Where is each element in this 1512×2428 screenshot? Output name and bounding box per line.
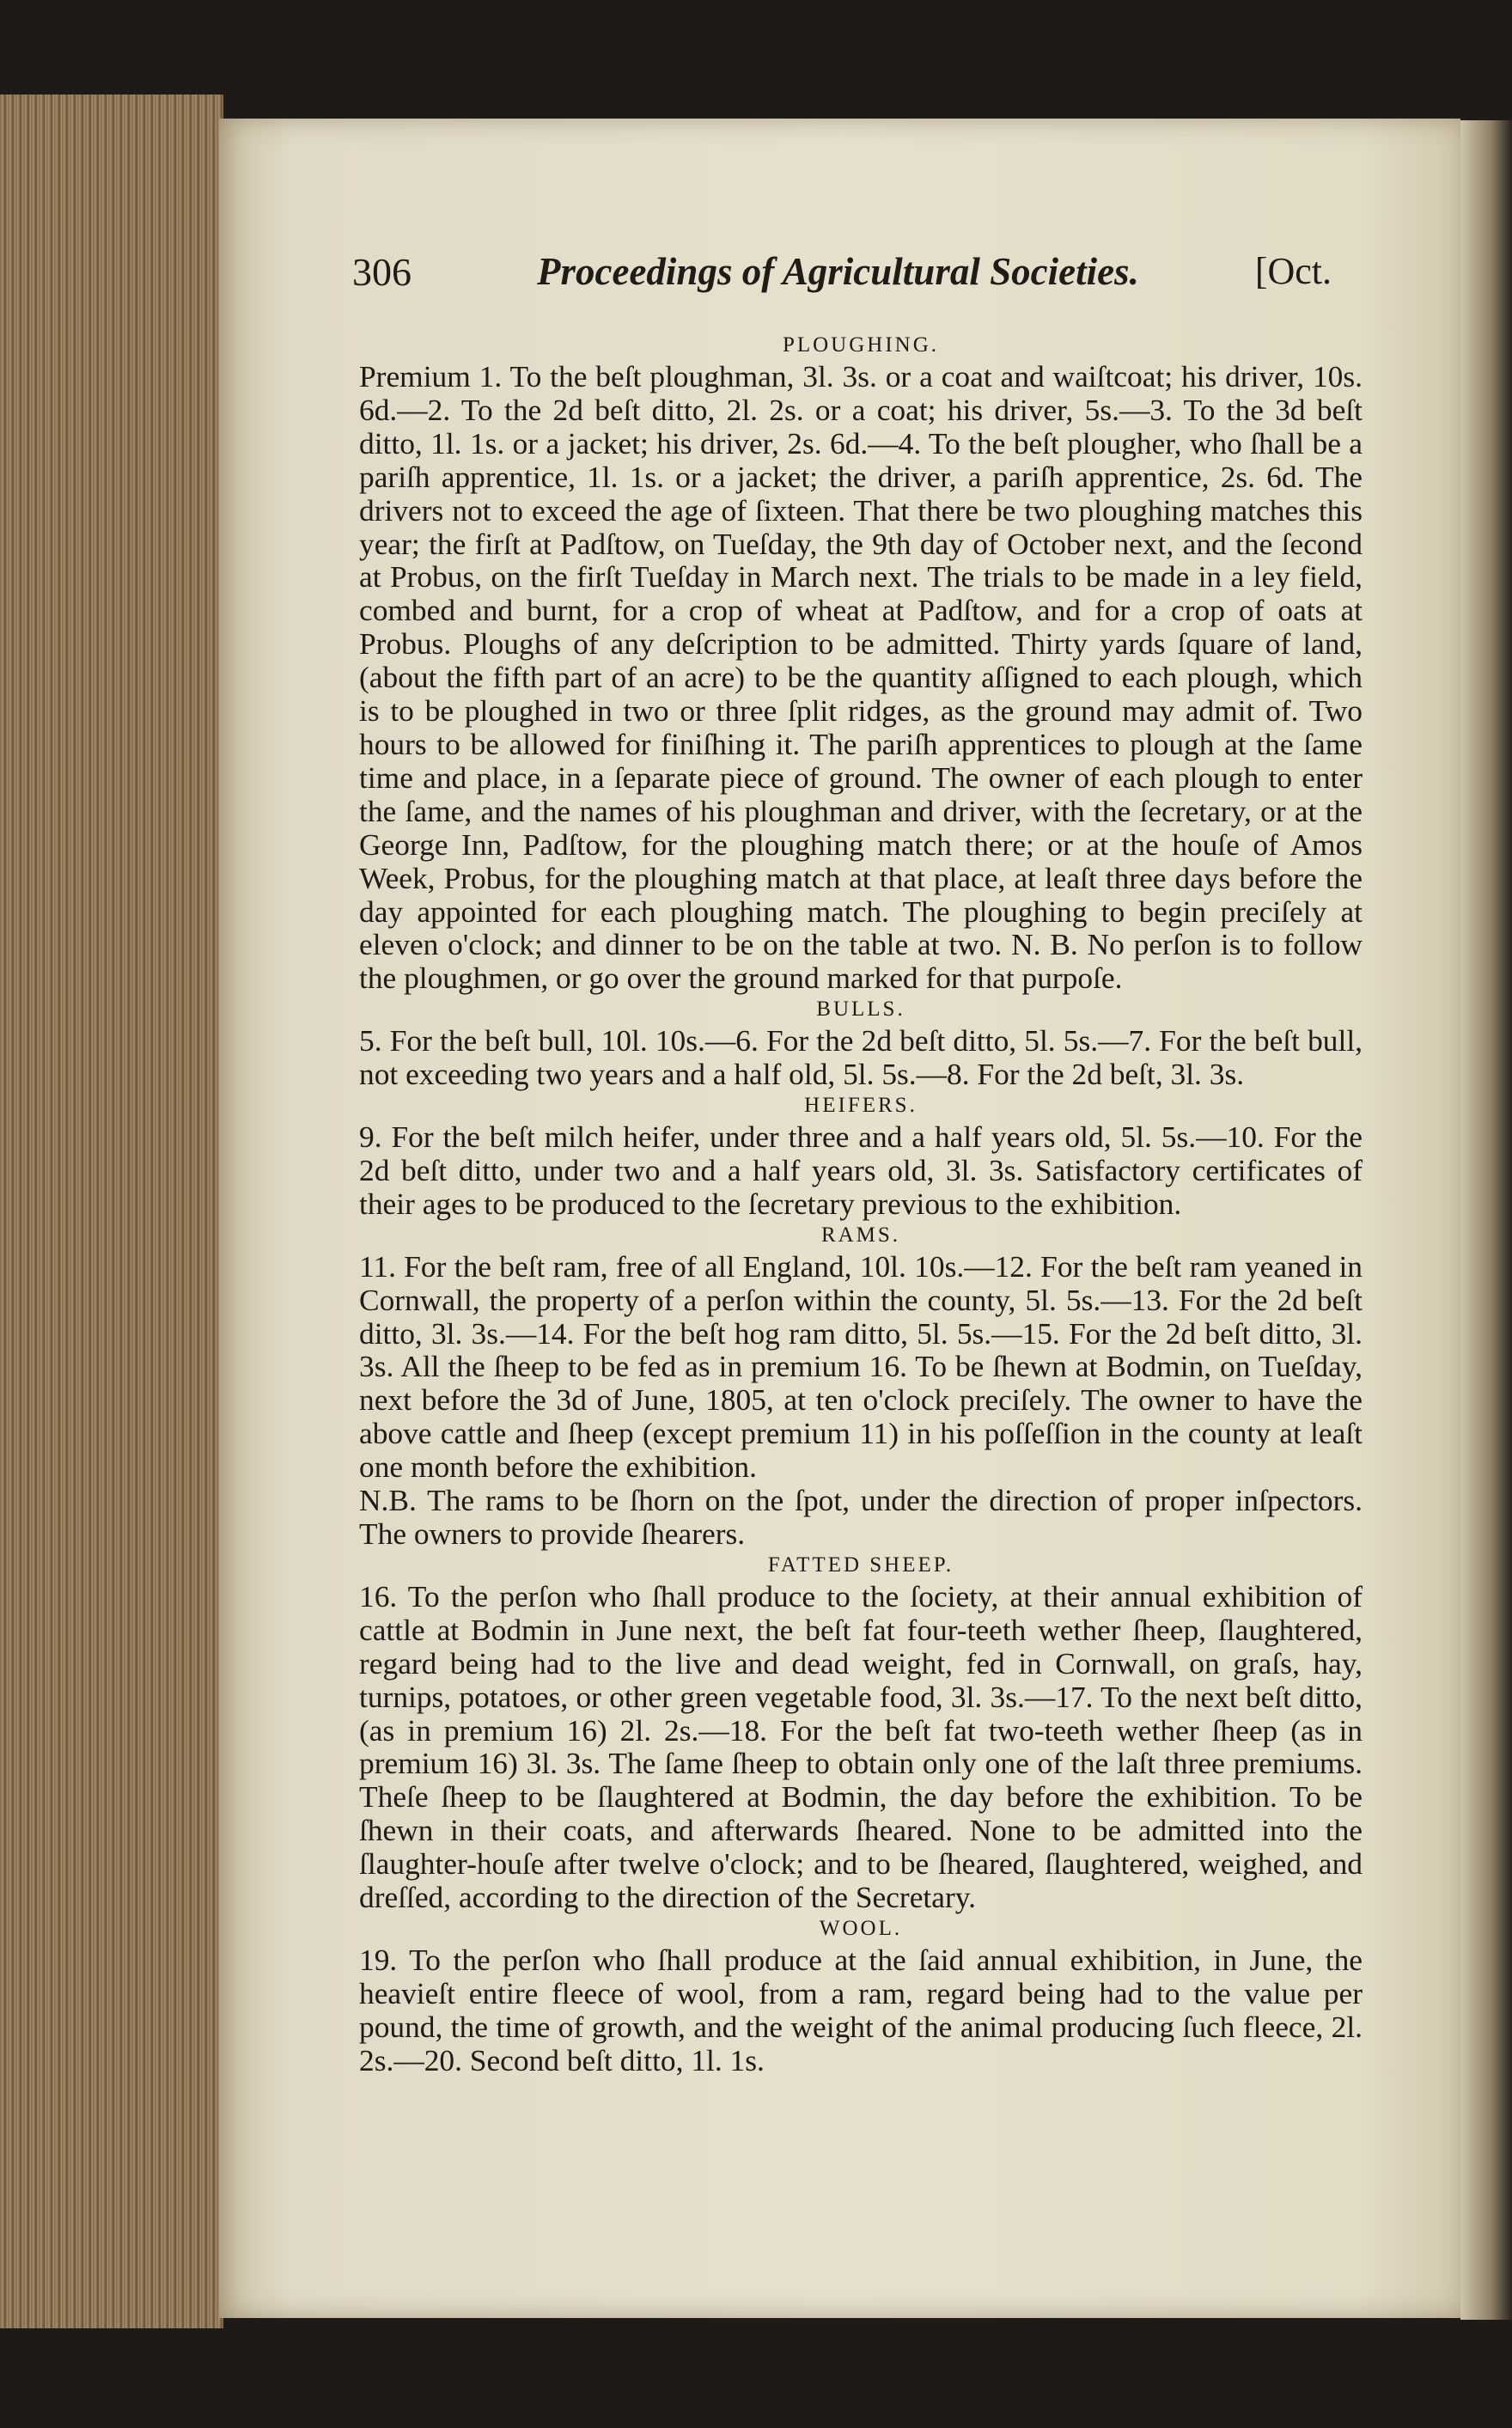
section-heading: WOOL. [819, 1916, 903, 1940]
paragraph: 16. To the perſon who ſhall produce to the ſociety, at their annual exhibition of cattle at Bodmin in June next, the beſt fat four-teeth wether ſheep, ſlaughtered, regard being had to the live and dead weight, fed in Cornwall, on graſs, hay, turnips, potatoes, or other green vegetable food, 3l. 3s.—17. To the next beſt ditto, (as in premium 16) 2l. 2s.—18. For the beſt fat two-teeth wether ſheep (as in premium 16) 3l. 3s. The ſame ſheep to obtain only one of the laſt three premiums. Theſe ſheep to be ſlaughtered at Bodmin, the day before the exhibition. To be ſhewn in their coats, and afterwards ſheared. None to be admitted into the ſlaughter-houſe after twelve o'clock; and to be ſheared, ſlaughtered, weighed, and dreſſed, according to the direction of the Secretary. [359, 1578, 1363, 1915]
page-header [352, 249, 1332, 301]
section-wool [359, 1914, 1363, 2077]
running-title: Proceedings of Agricultural Societies. [537, 250, 1139, 293]
section-fatted-sheep [359, 1551, 1363, 1914]
page-number: 306 [352, 250, 412, 294]
paragraph: 9. For the beſt milch heifer, under three and a half years old, 5l. 5s.—10. For the 2d beſt ditto, under two and a half years old, 3l. 3s. Satisfactory certificates of their ages to be produced to the ſecretary previous to the exhibition. [359, 1119, 1363, 1221]
section-ploughing [359, 331, 1363, 995]
section-heading: FATTED SHEEP. [767, 1553, 954, 1577]
book-page-edges [0, 95, 223, 2328]
paragraph: 5. For the beſt bull, 10l. 10s.—6. For the 2d beſt ditto, 5l. 5s.—7. For the beſt bull, not exceeding two years and a half old, 5l. 5s.—8. For the 2d beſt, 3l. 3s. [359, 1023, 1363, 1092]
facing-page-edge [1460, 120, 1512, 2320]
page-body [359, 331, 1363, 2077]
section-heading: BULLS. [816, 997, 905, 1022]
paragraph: N.B. The rams to be ſhorn on the ſpot, under the direction of proper inſpectors. The owners to provide ſhearers. [359, 1483, 1363, 1551]
paragraph: 19. To the perſon who ſhall produce at the ſaid annual exhibition, in June, the heavieſt entire fleece of wool, from a ram, regard being had to the value per pound, the time of growth, and the weight of the animal producing ſuch fleece, 2l. 2s.—20. Second beſt ditto, 1l. 1s. [359, 1942, 1363, 2077]
section-heifers [359, 1091, 1363, 1221]
section-heading: PLOUGHING. [782, 333, 940, 357]
section-heading: RAMS. [820, 1223, 901, 1247]
month-label: [Oct. [1254, 250, 1332, 292]
section-heading: HEIFERS. [804, 1094, 918, 1118]
paragraph: 11. For the beſt ram, free of all England, 10l. 10s.—12. For the beſt ram yeaned in Cornwall, the property of a perſon within the county, 5l. 5s.—13. For the 2d beſt ditto, 3l. 3s.—14. For the beſt hog ram ditto, 5l. 5s.—15. For the 2d beſt ditto, 3l. 3s. All the ſheep to be fed as in premium 16. To be ſhewn at Bodmin, on Tueſday, next before the 3d of June, 1805, at ten o'clock preciſely. The owner to have the above cattle and ſheep (except premium 11) in his poſſeſſion in the county at leaſt one month before the exhibition. [359, 1248, 1363, 1485]
section-rams [359, 1221, 1363, 1551]
paragraph: Premium 1. To the beſt ploughman, 3l. 3s. or a coat and waiſtcoat; his driver, 10s. 6d.—2. To the 2d beſt ditto, 2l. 2s. or a coat; his driver, 5s.—3. To the 3d beſt ditto, 1l. 1s. or a jacket; his driver, 2s. 6d.—4. To the beſt plougher, who ſhall be a pariſh apprentice, 1l. 1s. or a jacket; the driver, a pariſh apprentice, 2s. 6d. The drivers not to exceed the age of ſixteen. That there be two ploughing matches this year; the firſt at Padſtow, on Tueſday, the 9th day of October next, and the ſecond at Probus, on the firſt Tueſday in March next. The trials to be made in a ley field, combed and burnt, for a crop of wheat at Padſtow, and for a crop of oats at Probus. Ploughs of any deſcription to be admitted. Thirty yards ſquare of land, (about the fifth part of an acre) to be the quantity aſſigned to each plough, which is to be ploughed in two or three ſplit ridges, as the ground may admit of. Two hours to be allowed for finiſhing it. The pariſh apprentices to plough at the ſame time and place, in a ſeparate piece of ground. The owner of each plough to enter the ſame, and the names of his ploughman and driver, with the ſecretary, or at the George Inn, Padſtow, for the ploughing match there; or at the houſe of Amos Week, Probus, for the ploughing match at that place, at leaſt three days before the day appointed for each ploughing match. The ploughing to begin preciſely at eleven o'clock; and dinner to be on the table at two. N. B. No perſon is to follow the ploughmen, or go over the ground marked for that purpoſe. [359, 359, 1363, 996]
section-bulls [359, 995, 1363, 1091]
